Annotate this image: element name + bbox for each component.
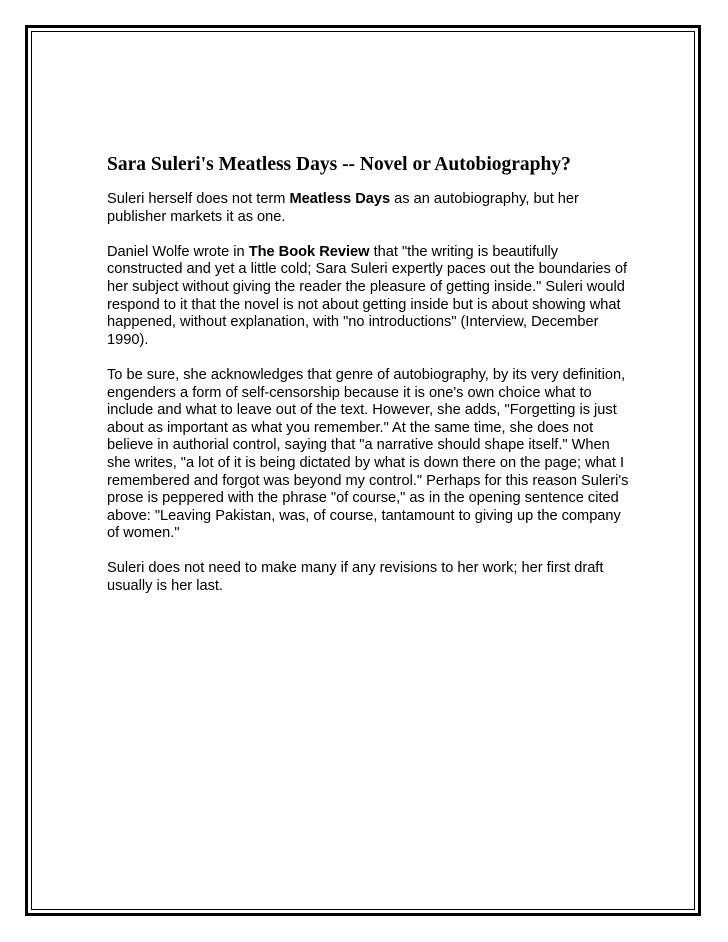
paragraph-1-text-a: Suleri herself does not term	[107, 191, 290, 207]
paragraph-2-text-a: Daniel Wolfe wrote in	[107, 243, 249, 260]
paragraph-1-text-c: as an autobiography, but her publisher markets it as one.	[107, 191, 579, 225]
document-body	[107, 153, 637, 613]
book-title-meatless-days: Meatless Days	[289, 191, 391, 207]
document-title: Sara Suleri's Meatless Days -- Novel or Autobiography?	[107, 154, 571, 175]
paragraph-2	[107, 244, 637, 350]
paragraph-1	[107, 191, 637, 226]
paragraph-3: To be sure, she acknowledges that genre of autobiography, by its very definition, engenders a form of self-censorship because it is one's own choice what to include and what to leave out of the text. However, she adds, "Forgetting is just about as important as what you remember." At the same time, she does not believe in authorial control, saying that "a narrative should shape itself." When she writes, "a lot of it is being dictated by what is down there on the page; what I remembered and forgot was beyond my control." Perhaps for this reason Suleri's prose is peppered with the phrase "of course," as in the opening sentence cited above: "Leaving Pakistan, was, of course, tantamount to giving up the company of women."	[107, 366, 629, 542]
publication-title-book-review: The Book Review	[248, 243, 370, 260]
paragraph-2-text-c: that "the writing is beautifully constructed and yet a little cold; Sara Suleri expertly paces out the boundaries of her subject without giving the reader the pleasure of getting inside." Suleri would respond to it that the novel is not about getting inside but is about showing what happened, without explanation, with "no introductions" (Interview, December 1990).	[107, 243, 628, 348]
paragraph-4: Suleri does not need to make many if any revisions to her work; her first draft usually is her last.	[107, 560, 604, 595]
